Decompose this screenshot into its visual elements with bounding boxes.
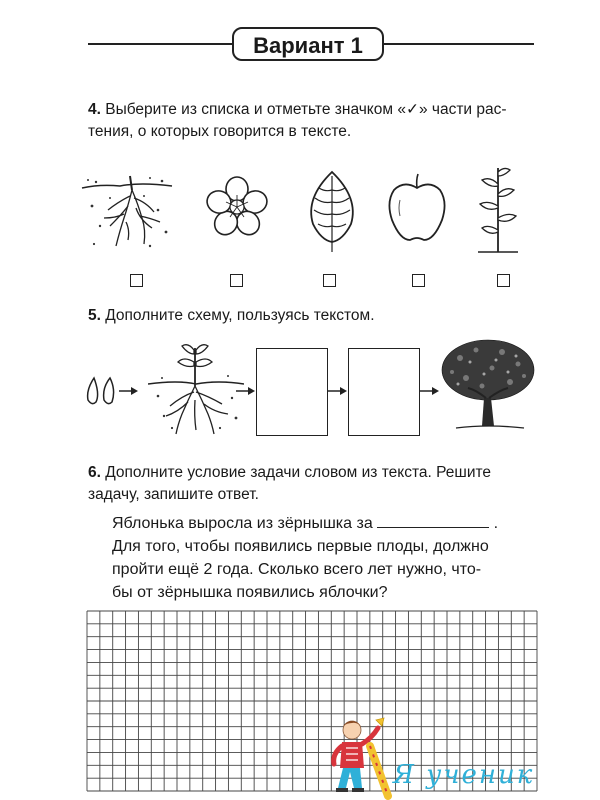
task-4-text-line1: Выберите из списка и отметьте значком «✓» части рас- xyxy=(105,101,507,118)
sprout-with-roots-icon xyxy=(148,340,244,436)
task-4-number: 4. xyxy=(88,101,101,118)
checkbox-leaf[interactable] xyxy=(323,274,336,287)
arrow-icon xyxy=(236,385,256,397)
task-5-text: Дополните схему, пользуясь текстом. xyxy=(105,307,375,324)
header-rule-right xyxy=(382,43,534,45)
task-4-prompt xyxy=(88,99,538,143)
checkbox-stem[interactable] xyxy=(497,274,510,287)
root-icon xyxy=(80,166,176,254)
stem-icon xyxy=(470,162,526,254)
apple-fruit-icon xyxy=(386,170,448,244)
task-5-prompt xyxy=(88,305,538,327)
flower-icon xyxy=(205,175,269,239)
checkbox-fruit[interactable] xyxy=(412,274,425,287)
arrow-icon xyxy=(328,385,348,397)
task-6-prompt xyxy=(88,462,538,506)
problem-line2: Для того, чтобы появились первые плоды, должно xyxy=(112,538,489,555)
problem-line1: Яблонька выросла из зёрнышка за xyxy=(112,515,373,532)
flow-empty-box-2[interactable] xyxy=(348,348,420,436)
flow-empty-box-1[interactable] xyxy=(256,348,328,436)
checkbox-root[interactable] xyxy=(130,274,143,287)
checkbox-flower[interactable] xyxy=(230,274,243,287)
task-6-number: 6. xyxy=(88,464,101,481)
pupil-mascot-icon xyxy=(326,716,396,800)
problem-line1-end: . xyxy=(493,515,499,532)
answer-blank[interactable] xyxy=(377,513,489,528)
header-rule-left xyxy=(88,43,234,45)
footer-logo-text: Я ученик xyxy=(393,760,535,790)
tree-icon xyxy=(436,332,540,436)
task-5-number: 5. xyxy=(88,307,101,324)
arrow-icon xyxy=(119,385,139,397)
variant-title: Вариант 1 xyxy=(232,27,384,61)
seeds-icon xyxy=(84,376,120,408)
task-6-text-line1: Дополните условие задачи словом из текста. Решите xyxy=(105,464,492,481)
task-6-text-line2: задачу, запишите ответ. xyxy=(88,486,259,503)
problem-line4: бы от зёрнышка появились яблочки? xyxy=(112,584,388,601)
task-6-problem xyxy=(112,512,552,604)
leaf-icon xyxy=(301,168,363,254)
task-4-text-line2: тения, о которых говорится в тексте. xyxy=(88,123,352,140)
problem-line3: пройти ещё 2 года. Сколько всего лет нужно, что- xyxy=(112,561,482,578)
